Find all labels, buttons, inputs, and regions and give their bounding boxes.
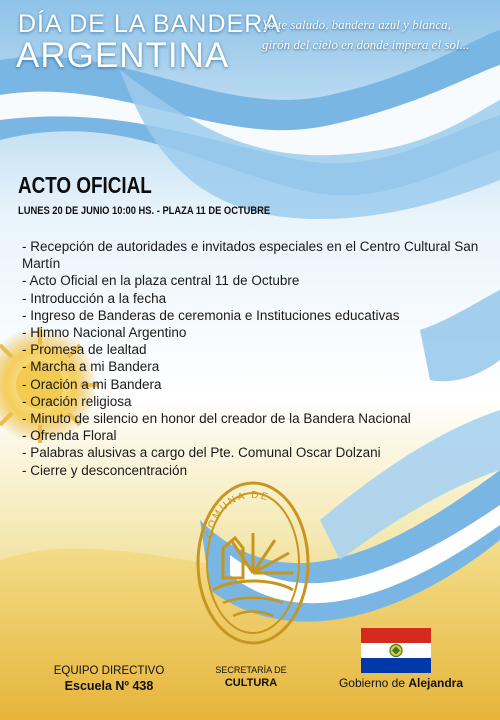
program-item: - Ingreso de Banderas de ceremonia e Instituciones educativas xyxy=(22,307,400,323)
title-line-2: ARGENTINA xyxy=(16,36,230,75)
program-item: - Promesa de lealtad xyxy=(22,342,147,358)
secretary-name: CULTURA xyxy=(224,677,278,689)
program-item: - Oración a mi Bandera xyxy=(22,376,162,392)
svg-text:COMUNA DE xyxy=(205,490,271,539)
government-prefix: Gobierno de xyxy=(338,676,409,690)
verse-line-2: girón del cielo en donde impera el sol... xyxy=(262,37,470,52)
program-item: - Introducción a la fecha xyxy=(22,290,167,306)
school-name: Escuela Nº 438 xyxy=(64,679,154,693)
secretary-label: SECRETARÍA DE xyxy=(215,665,287,675)
program-item: - Cierre y desconcentración xyxy=(22,462,188,478)
event-title: ACTO OFICIAL xyxy=(18,172,152,198)
program-item: - Acto Oficial en la plaza central 11 de Octubre xyxy=(22,273,300,289)
program-item: - Ofrenda Floral xyxy=(22,428,117,444)
program-item: - Marcha a mi Bandera xyxy=(22,359,160,375)
school-credit xyxy=(44,664,174,694)
title-line-1: DÍA DE LA BANDERA xyxy=(18,10,281,38)
government-name: Alejandra xyxy=(408,676,464,690)
verse-line-1: Yo te saludo, bandera azul y blanca, xyxy=(262,17,451,32)
program-item: - Recepción de autoridades e invitados especiales en el Centro Cultural San Martín xyxy=(22,239,479,272)
government-credit xyxy=(336,676,466,690)
program-item: - Palabras alusivas a cargo del Pte. Comunal Oscar Dolzani xyxy=(22,445,381,461)
commune-seal-icon xyxy=(193,478,313,648)
verse-quote xyxy=(262,15,494,55)
program-item: - Himno Nacional Argentino xyxy=(22,325,187,341)
seal-text: COMUNA DE xyxy=(204,489,271,539)
event-date-place: LUNES 20 DE JUNIO 10:00 HS. - PLAZA 11 DE OCTUBRE xyxy=(18,205,271,217)
program-list xyxy=(22,238,482,479)
program-item: - Minuto de silencio en honor del creador de la Bandera Nacional xyxy=(22,411,411,427)
team-label: EQUIPO DIRECTIVO xyxy=(53,665,165,677)
flag-icon xyxy=(361,628,431,673)
secretary-credit xyxy=(210,664,292,690)
program-item: - Oración religiosa xyxy=(22,393,132,409)
